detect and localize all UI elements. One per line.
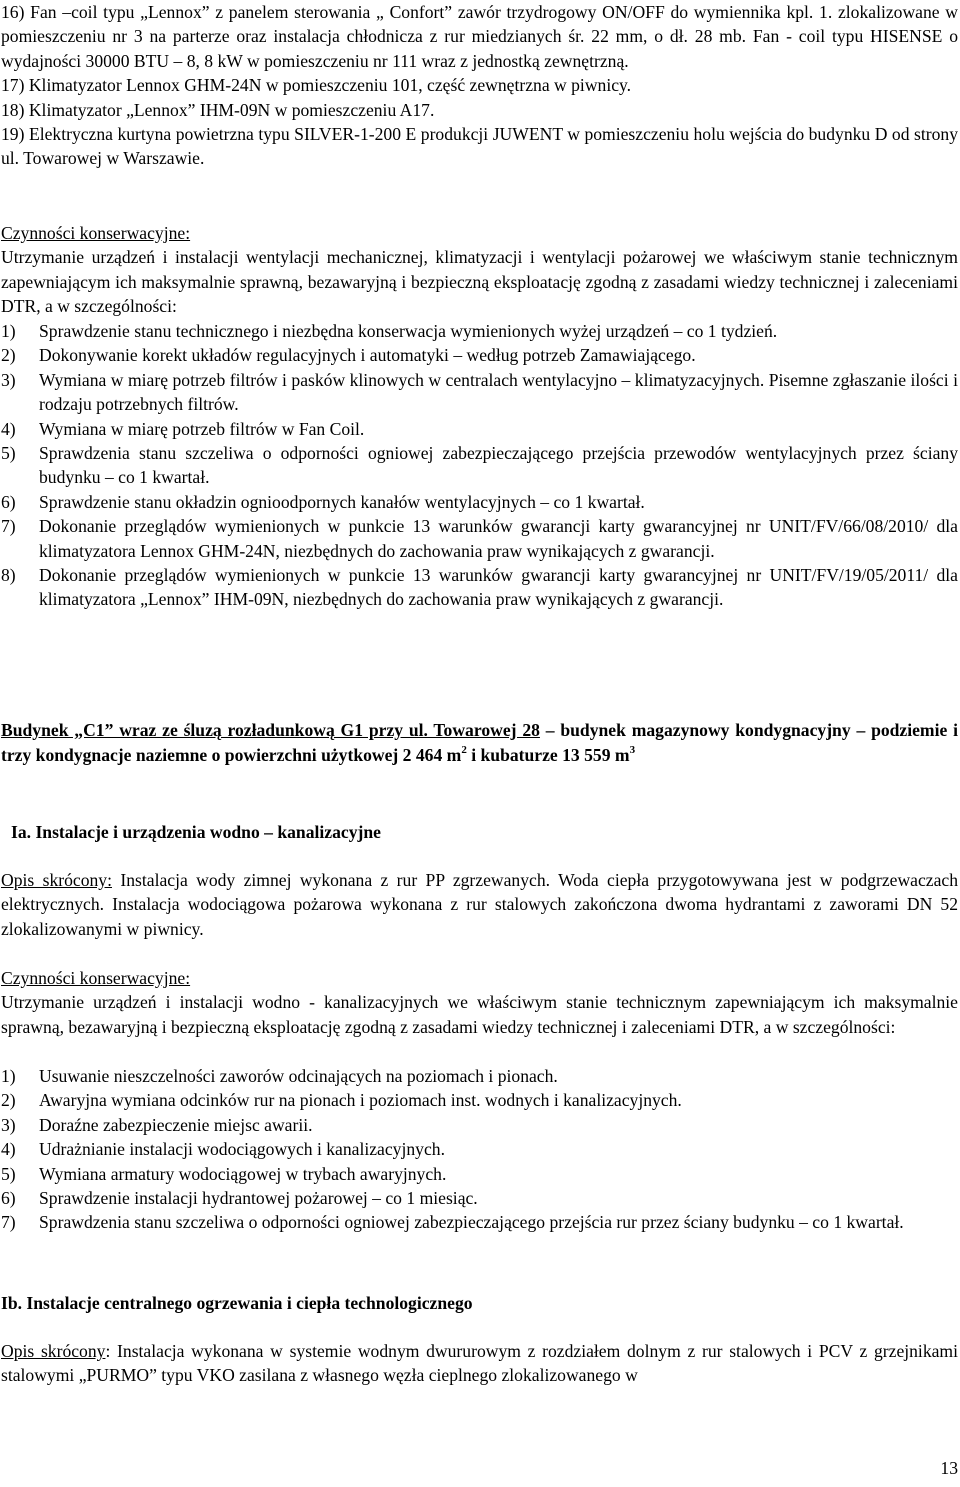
building-name: Budynek „C1” wraz ze śluzą rozładunkową G1 przy ul. Towarowej 28 — [1, 720, 540, 740]
list-item — [1, 441, 958, 490]
item-18: 18) Klimatyzator „Lennox” IHM-09N w pomieszczeniu A17. — [1, 99, 435, 120]
list-text: Wymiana armatury wodociągowej w trybach awaryjnych. — [39, 1163, 447, 1184]
list-item — [1, 1113, 958, 1137]
list-item — [1, 1137, 958, 1161]
list-number: 8) — [1, 565, 16, 586]
maintenance-label: Czynności konserwacyjne: — [1, 968, 191, 988]
section-ib-heading: Ib. Instalacje centralnego ogrzewania i ciepła technologicznego — [1, 1293, 473, 1313]
list-text: Dokonanie przeglądów wymienionych w punkcie 13 warunków gwarancji karty gwarancyjnej nr UNIT/FV/19/05/2011/ dla klimatyzatora „Lennox” IHM-09N, niezbędnych do zachowania praw wynikających z gwarancji. — [39, 565, 958, 610]
list-item — [1, 1186, 958, 1210]
list-item — [1, 1210, 958, 1234]
short-description — [1, 1339, 958, 1388]
list-number: 5) — [1, 443, 16, 464]
list-number: 7) — [1, 516, 16, 537]
list-number: 6) — [1, 491, 16, 512]
list-item — [1, 368, 958, 417]
list-item — [1, 1064, 958, 1088]
list-text: Sprawdzenie stanu technicznego i niezbędna konserwacja wymienionych wyżej urządzeń – co 1 tydzień. — [39, 321, 778, 341]
list-item — [1, 563, 958, 612]
short-description-text: Instalacja wody zimnej wykonana z rur PP zgrzewanych. Woda ciepła przygotowywana jest w podgrzewaczach elektrycznych. Instalacja wodociągowa pożarowa wykonana z rur stalowych zakończona dwoma hydrantami z zaworami DN 52 zlokalizowanymi w piwnicy. — [1, 870, 958, 939]
maintenance-list-water — [1, 1064, 958, 1235]
list-text: Doraźne zabezpieczenie miejsc awarii. — [39, 1114, 313, 1135]
list-number: 6) — [1, 1188, 16, 1209]
list-text: Wymiana w miarę potrzeb filtrów w Fan Coil. — [39, 418, 365, 439]
list-item — [1, 343, 958, 367]
list-number: 1) — [1, 1066, 16, 1086]
area-unit-superscript: 2 — [461, 744, 467, 756]
maintenance-intro: Utrzymanie urządzeń i instalacji wentylacji mechanicznej, klimatyzacji i wentylacji pożarowej we właściwym stanie technicznym zapewniającym ich maksymalnie sprawną, bezawaryjną i bezpieczną eksploatację zgodną z zasadami wiedzy technicznej i zaleceniami DTR, a w szczególności: — [1, 247, 958, 317]
section-ib-summary — [1, 1339, 958, 1388]
maintenance-section-water — [1, 966, 958, 1039]
list-item — [1, 319, 958, 343]
list-text: Dokonywanie korekt układów regulacyjnych i automatyki – według potrzeb Zamawiającego. — [39, 345, 696, 366]
list-text: Awaryjna wymiana odcinków rur na pionach i poziomach inst. wodnych i kanalizacyjnych. — [39, 1090, 682, 1111]
section-ia-heading: Ia. Instalacje i urządzenia wodno – kanalizacyjne — [11, 822, 381, 842]
list-text: Udrażnianie instalacji wodociągowych i kanalizacyjnych. — [39, 1139, 445, 1160]
list-text: Dokonanie przeglądów wymienionych w punkcie 13 warunków gwarancji karty gwarancyjnej nr UNIT/FV/66/08/2010/ dla klimatyzatora Lennox GHM-24N, niezbędnych do zachowania praw wynikających z gwarancji. — [39, 516, 958, 561]
list-item — [1, 514, 958, 563]
list-text: Usuwanie nieszczelności zaworów odcinających na poziomach i pionach. — [39, 1066, 558, 1086]
list-number: 5) — [1, 1163, 16, 1184]
list-number: 7) — [1, 1212, 16, 1233]
short-description-label: Opis skrócony — [1, 1341, 106, 1361]
list-text: Wymiana w miarę potrzeb filtrów i pasków klinowych w centralach wentylacyjno – klimatyzacyjnych. Pisemne zgłaszanie ilości i rodzaju potrzebnych filtrów. — [39, 369, 958, 415]
item-17: 17) Klimatyzator Lennox GHM-24N w pomieszczeniu 101, część zewnętrzna w piwnicy. — [1, 75, 632, 96]
maintenance-section-ventilation — [1, 221, 958, 319]
list-number: 2) — [1, 345, 16, 366]
maintenance-label: Czynności konserwacyjne: — [1, 223, 191, 243]
maintenance-intro: Utrzymanie urządzeń i instalacji wodno - kanalizacyjnych we właściwym stanie technicznym zapewniającym ich maksymalnie sprawną, bezawaryjną i bezpieczną eksploatację zgodną z zasadami wiedzy technicznej i zaleceniami DTR, a w szczególności: — [1, 992, 958, 1037]
list-number: 3) — [1, 369, 16, 390]
list-number: 2) — [1, 1090, 16, 1111]
equipment-list-continued — [1, 0, 958, 171]
short-description-text: : Instalacja wykonana w systemie wodnym dwururowym z rozdziałem dolnym z rur stalowych i PCV z grzejnikami stalowymi „PURMO” typu VKO zasilana z własnego węzła cieplnego zlokalizowanego w — [1, 1341, 959, 1386]
list-text: Sprawdzenia stanu szczeliwa o odporności ogniowej zabezpieczającego przejścia przewodów wentylacyjnych przez ściany budynku – co 1 kwartał. — [39, 443, 958, 488]
list-text: Sprawdzenie stanu okładzin ognioodpornych kanałów wentylacyjnych – co 1 kwartał. — [39, 491, 645, 512]
section-ia-summary — [1, 868, 958, 941]
item-19: 19) Elektryczna kurtyna powietrzna typu SILVER-1-200 E produkcji JUWENT w pomieszczeniu holu wejścia do budynku D od strony ul. Towarowej w Warszawie. — [1, 124, 958, 169]
maintenance-list-ventilation — [1, 319, 958, 612]
list-number: 3) — [1, 1114, 16, 1135]
list-item — [1, 1162, 958, 1186]
building-volume: i kubaturze 13 559 m — [466, 745, 630, 765]
list-number: 4) — [1, 418, 16, 439]
item-16: 16) Fan –coil typu „Lennox” z panelem sterowania „ Confort” zawór trzydrogowy ON/OFF do wymiennika kpl. 1. zlokalizowane w pomieszczeniu nr 3 na parterze oraz instalacja chłodnicza z rur miedzianych śr. 22 mm, o dł. 28 mb. Fan - coil typu HISENSE o wydajności 30000 BTU – 8, 8 kW w pomieszczeniu nr 111 wraz z jednostką zewnętrzną. — [1, 2, 958, 71]
list-item — [1, 1088, 958, 1112]
list-number: 1) — [1, 321, 16, 341]
short-description — [1, 868, 958, 941]
list-item — [1, 417, 958, 441]
volume-unit-superscript: 3 — [629, 744, 636, 756]
list-text: Sprawdzenia stanu szczeliwa o odporności ogniowej zabezpieczającego przejścia rur przez ściany budynku – co 1 kwartał. — [39, 1212, 904, 1233]
list-item — [1, 490, 958, 514]
short-description-label: Opis skrócony: — [1, 870, 112, 890]
page-number: 13 — [940, 1458, 958, 1478]
building-details: – budynek magazynowy kondygnacyjny – podziemie i trzy kondygnacje naziemne o powierzchni użytkowej 2 464 m — [1, 720, 958, 765]
building-description — [1, 718, 958, 768]
list-text: Sprawdzenie instalacji hydrantowej pożarowej – co 1 miesiąc. — [39, 1188, 478, 1209]
list-number: 4) — [1, 1139, 16, 1160]
